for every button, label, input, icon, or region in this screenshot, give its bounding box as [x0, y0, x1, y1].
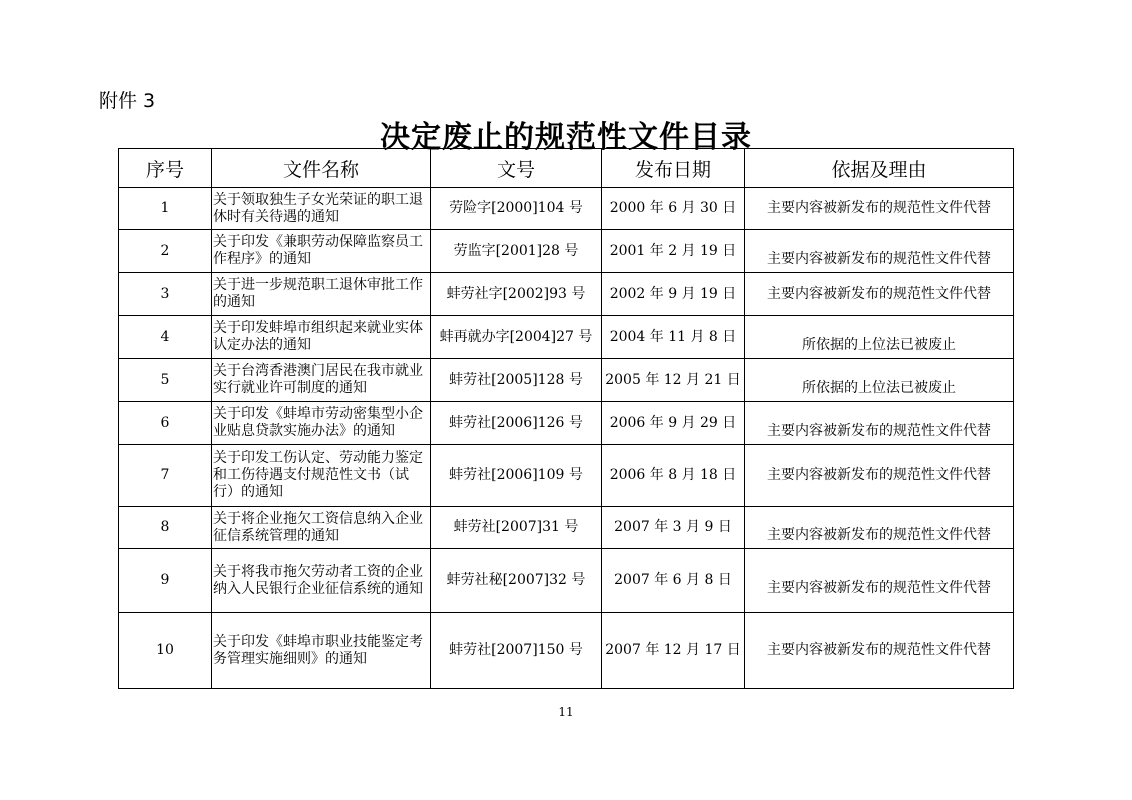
doc-number-cell: 蚌劳社[2007]150 号	[431, 613, 602, 689]
doc-name-cell: 关于台湾香港澳门居民在我市就业实行就业许可制度的通知	[212, 359, 431, 402]
publish-date-cell: 2007 年 12 月 17 日	[602, 613, 745, 689]
header-serial: 序号	[119, 149, 212, 188]
table-header-row	[119, 149, 1014, 188]
doc-name-cell: 关于领取独生子女光荣证的职工退休时有关待遇的通知	[212, 188, 431, 230]
reason-cell: 主要内容被新发布的规范性文件代替	[745, 188, 1014, 230]
serial-cell: 4	[119, 316, 212, 359]
table-row	[119, 230, 1014, 273]
table-row	[119, 359, 1014, 402]
reason-cell: 所依据的上位法已被废止	[745, 359, 1014, 402]
table-row	[119, 273, 1014, 316]
reason-cell: 主要内容被新发布的规范性文件代替	[745, 507, 1014, 549]
doc-name-cell: 关于印发工伤认定、劳动能力鉴定和工伤待遇支付规范性文书（试行）的通知	[212, 445, 431, 507]
doc-name-cell: 关于将企业拖欠工资信息纳入企业征信系统管理的通知	[212, 507, 431, 549]
publish-date-cell: 2005 年 12 月 21 日	[602, 359, 745, 402]
publish-date-cell: 2007 年 6 月 8 日	[602, 549, 745, 613]
reason-cell: 主要内容被新发布的规范性文件代替	[745, 549, 1014, 613]
reason-cell: 所依据的上位法已被废止	[745, 316, 1014, 359]
publish-date-cell: 2002 年 9 月 19 日	[602, 273, 745, 316]
doc-name-cell: 关于将我市拖欠劳动者工资的企业纳入人民银行企业征信系统的通知	[212, 549, 431, 613]
serial-cell: 9	[119, 549, 212, 613]
doc-number-cell: 蚌劳社秘[2007]32 号	[431, 549, 602, 613]
serial-cell: 5	[119, 359, 212, 402]
publish-date-cell: 2007 年 3 月 9 日	[602, 507, 745, 549]
table-row	[119, 402, 1014, 445]
doc-number-cell: 蚌劳社[2007]31 号	[431, 507, 602, 549]
serial-cell: 6	[119, 402, 212, 445]
abolished-documents-table	[118, 148, 1014, 689]
doc-name-cell: 关于印发《蚌埠市职业技能鉴定考务管理实施细则》的通知	[212, 613, 431, 689]
doc-number-cell: 蚌劳社[2006]109 号	[431, 445, 602, 507]
serial-cell: 10	[119, 613, 212, 689]
header-publish-date: 发布日期	[602, 149, 745, 188]
table-row	[119, 613, 1014, 689]
publish-date-cell: 2001 年 2 月 19 日	[602, 230, 745, 273]
serial-cell: 7	[119, 445, 212, 507]
table-row	[119, 188, 1014, 230]
doc-number-cell: 劳监字[2001]28 号	[431, 230, 602, 273]
reason-cell: 主要内容被新发布的规范性文件代替	[745, 445, 1014, 507]
document-title: 决定废止的规范性文件目录	[380, 120, 752, 155]
serial-cell: 1	[119, 188, 212, 230]
table-row	[119, 316, 1014, 359]
doc-number-cell: 蚌再就办字[2004]27 号	[431, 316, 602, 359]
reason-cell: 主要内容被新发布的规范性文件代替	[745, 230, 1014, 273]
doc-name-cell: 关于印发《兼职劳动保障监察员工作程序》的通知	[212, 230, 431, 273]
header-doc-name: 文件名称	[212, 149, 431, 188]
reason-cell: 主要内容被新发布的规范性文件代替	[745, 613, 1014, 689]
doc-number-cell: 蚌劳社字[2002]93 号	[431, 273, 602, 316]
reason-cell: 主要内容被新发布的规范性文件代替	[745, 273, 1014, 316]
serial-cell: 8	[119, 507, 212, 549]
publish-date-cell: 2000 年 6 月 30 日	[602, 188, 745, 230]
serial-cell: 3	[119, 273, 212, 316]
doc-number-cell: 蚌劳社[2005]128 号	[431, 359, 602, 402]
doc-name-cell: 关于进一步规范职工退休审批工作的通知	[212, 273, 431, 316]
doc-number-cell: 劳险字[2000]104 号	[431, 188, 602, 230]
table-row	[119, 507, 1014, 549]
header-doc-number: 文号	[431, 149, 602, 188]
page-number: 11	[558, 705, 574, 719]
table-row	[119, 445, 1014, 507]
header-reason: 依据及理由	[745, 149, 1014, 188]
publish-date-cell: 2004 年 11 月 8 日	[602, 316, 745, 359]
doc-name-cell: 关于印发蚌埠市组织起来就业实体认定办法的通知	[212, 316, 431, 359]
table-row	[119, 549, 1014, 613]
publish-date-cell: 2006 年 8 月 18 日	[602, 445, 745, 507]
doc-name-cell: 关于印发《蚌埠市劳动密集型小企业贴息贷款实施办法》的通知	[212, 402, 431, 445]
doc-number-cell: 蚌劳社[2006]126 号	[431, 402, 602, 445]
publish-date-cell: 2006 年 9 月 29 日	[602, 402, 745, 445]
serial-cell: 2	[119, 230, 212, 273]
reason-cell: 主要内容被新发布的规范性文件代替	[745, 402, 1014, 445]
attachment-label: 附件 3	[99, 90, 156, 112]
